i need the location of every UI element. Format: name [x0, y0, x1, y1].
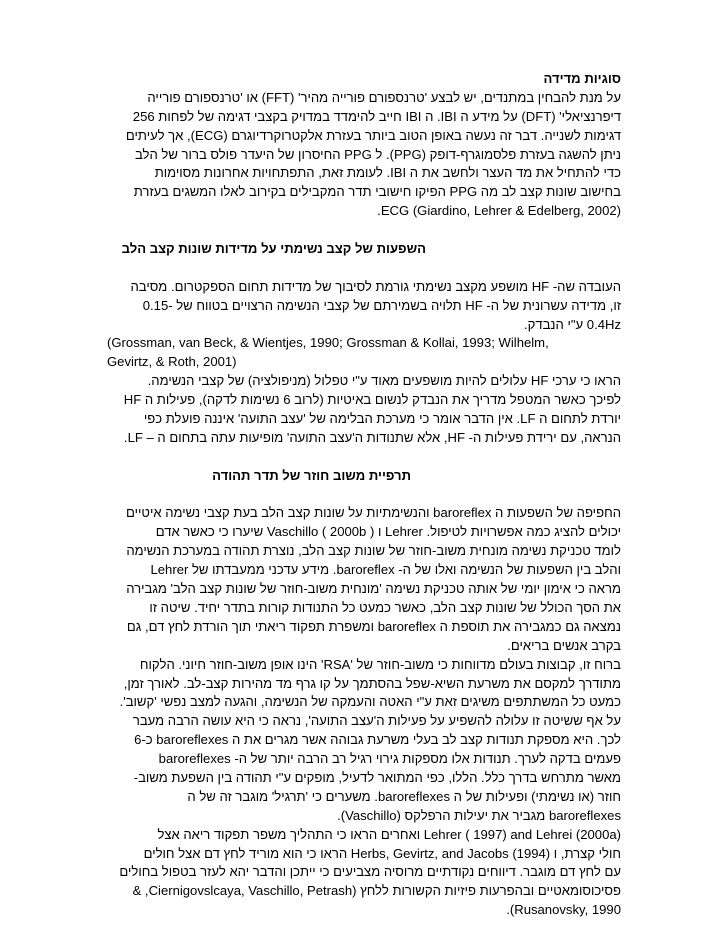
- paragraph-line: על אף ששיטה זו עלולה להשפיע על פעילות ה'עצב התועה', נראה כי היא עושה הרבה מעבר: [132, 713, 621, 729]
- paragraph-line: החפיפה של השפעות ה baroreflex והנשימתיות על שונות קצב הלב בעת קצבי נשימה איטיים: [126, 505, 621, 521]
- paragraph-line: עם לחץ דם מוגבר. דיווחים נקודתיים מרוסיה מצביעים כי ייתכן והדבר יהא לעזר בטפול בחולים: [119, 864, 621, 880]
- blank-line: [107, 448, 621, 467]
- paragraph-line: העובדה שה- HF מושפע מקצב נשימתי גורמת לסיבוך של מדידות תחום הספקטרום. מסיבה: [130, 278, 621, 294]
- paragraph-line: בחישוב שונות קצב לב מה PPG הפיקו חישובי תדר המקבילים בקירוב לאלו המשגים בעזרת: [133, 184, 621, 200]
- paragraph-line: יורדת לתחום ה LF. אין הדבר אומר כי מערכת הבלימה של 'עצב התועה' איננה פועלת כפי: [143, 411, 621, 427]
- paragraph-line: מתודרך למקסם את משרעת השיא-שפל בהסתמך על קו גרף מד מהירות קצב-לב. לאורך זמן,: [123, 675, 621, 691]
- section-heading-measurement-issues: סוגיות מדידה: [543, 71, 621, 86]
- paragraph-line: מאשר מתרחש בדרך כלל. הללו, כפי המתואר לדעיל, מופקים ע"י תהודה בין השפעת משוב-: [133, 769, 621, 785]
- paragraph-line: כמעט כל המשתתפים משיגים זאת ע"י האטה והעמקה של הנשימה, והגעה למצב נפשי 'קשוב'.: [119, 694, 621, 710]
- paragraph-line: הנראה, עם ירידת פעילות ה- HF, אלא שתנודות ה'עצב התועה' מופיעות עתה בתחום ה – LF.: [123, 429, 621, 445]
- blank-line: [107, 486, 621, 505]
- citation-line: Gevirtz, & Roth, 2001): [107, 354, 237, 370]
- paragraph-line: חולי קצרת, ו Herbs, Gevirtz, and Jacobs (1994) הראו כי הוא מוריד לחץ דם אצל חולים: [143, 845, 621, 861]
- blank-line: [107, 221, 621, 240]
- paragraph-line: והלב בין השפעות של הנשימה ואלו של ה- baroreflex. מידע עדכני ממעבדתו של Lehrer: [150, 562, 621, 578]
- paragraph-line: חוזר (או נשימתי) ופעילות של ה baroreflexes. משערים כי 'תרגיל' מוגבר זה של ה: [187, 788, 621, 804]
- paragraph-line: Lehrer ( 1997) and Lehrei (2000a) ואחרים הראו כי התהליך משפר תפקוד ריאה אצל: [157, 826, 621, 842]
- paragraph-line: מראה כי אימון יומי של אותה טכניקת נשימה 'מונחית משוב-חוזר של שונות קצב הלב' מגבירה: [126, 581, 621, 597]
- paragraph-line: baroreflexes מגביר את יעילות הרפלקס (Vaschillo).: [337, 807, 621, 823]
- paragraph-line: ניתן להשגה בעזרת פלסמוגרף-דופק (PPG). ל PPG החיסרון של היעדר פולס ברור של הלב: [134, 146, 621, 162]
- paragraph-line: לפיכך כאשר המטפל מדריך את הנבדק לנשום באיטיות (לרוב 6 נשימות לדקה), פעילות ה HF: [123, 392, 621, 408]
- paragraph-line: פעמים בדקה לערך. תנודות אלו מספקות גירוי רגיל רב הרבה יותר של ה- baroreflexes: [158, 751, 621, 767]
- section-heading-respiration-effects: השפעות של קצב נשימתי על מדידות שונות קצב הלב: [121, 241, 426, 257]
- blank-line: [107, 259, 621, 278]
- paragraph-line: יכולים להציג כמה אפשרויות לטיפול. Lehrer ו Vaschillo ( 2000b ) שיערו כי כאשר אדם: [155, 524, 621, 540]
- paragraph-line: Rusanovsky, 1990).: [506, 902, 621, 918]
- paragraph-line: דגימות לשנייה. דבר זה נעשה באופן הטוב ביותר בעזרת אלקטרוקרדיוגרם (ECG), אך לעיתים: [125, 127, 621, 143]
- paragraph-line: זו, מדידה עשרונית של ה- HF תלויה בשמירתם של קצבי הנשימה הרצויים בטווח של -0.15: [142, 297, 621, 313]
- paragraph-line: כדי להתחיל את מד העצר ולחשב את ה IBI. לעומת זאת, התפתחויות אחרונות מסוימות: [154, 165, 621, 181]
- paragraph-line: ברוח זו, קבוצות בעולם מדווחות כי משוב-חוזר של 'RSA' הינו אופן משוב-חוזר חיוני. הלקוח: [139, 656, 621, 672]
- document-body: [107, 70, 621, 920]
- paragraph-line: לומד טכניקת נשימה מונחית משוב-חוזר של שונות קצב הלב, נוצרת תהודה במערכת הנשימה: [126, 543, 621, 559]
- paragraph-line: דיפרנציאלי' (DFT) על מידע ה IBI. ה IBI חייב להימדד במדויק בקצבי דגימה של לפחות 256: [132, 108, 621, 124]
- citation-line: (Grossman, van Beck, & Wientjes, 1990; Grossman & Kollai, 1993; Wilhelm,: [107, 335, 549, 351]
- paragraph-line: נמצאה גם כמגבירה את תוספת ה baroreflex ומשפרת תפקוד ריאתי תוך הורדת לחץ דם, גם: [126, 618, 621, 634]
- paragraph-line: לכך. היא מספקת תנודות קצב לב בעלי משרעת גבוהה אשר מגרים את ה baroreflexes כ-6: [134, 732, 621, 748]
- paragraph-line: בקרב אנשים בריאים.: [507, 637, 621, 653]
- paragraph-line: את הסך הכולל של שונות קצב הלב, כאשר כמעט כל התנודות קורות בתדר יחיד. שיטה זו: [149, 599, 621, 615]
- paragraph-line: 0.4Hz ע"י הנבדק.: [523, 316, 621, 332]
- paragraph-line: פסיכוסומאטיים ובהפרעות פיזיות הקשורות ללחץ (Ciernigovslcaya, Vaschillo, Petrash, &: [132, 883, 621, 899]
- paragraph-line: על מנת להבחין במתנדים, יש לבצע 'טרנספורם פורייה מהיר' (FFT) או 'טרנספורם פורייה: [147, 89, 621, 105]
- section-heading-resonance-biofeedback: תרפיית משוב חוזר של תדר תהודה: [212, 467, 411, 483]
- paragraph-line: הראו כי ערכי HF עלולים להיות מושפעים מאוד ע"י טפלול (מניפולציה) של קצבי הנשימה.: [147, 373, 621, 389]
- paragraph-line: ECG (Giardino, Lehrer & Edelberg, 2002).: [377, 203, 621, 219]
